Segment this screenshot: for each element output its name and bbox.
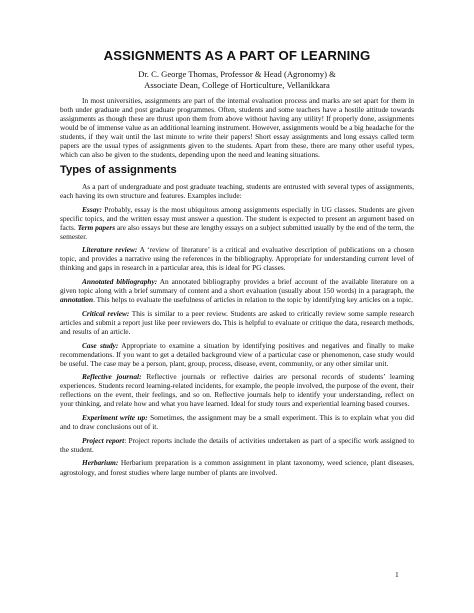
annotated-bibliography-term: Annotated bibliography:: [82, 277, 158, 287]
essay-text-a: Probably, essay is the most ubiquitous among assignments especially in UG classes. Students are given specific topics, and the written essay must answer a question. The student is expected to present an argument based on facts.: [60, 204, 414, 232]
intro-paragraph: In most universities, assignments are part of the internal evaluation process and marks are set apart for them in both under graduate and post graduate programmes. Often, students and some teachers have a hostile attitude towards assignments as though these are thrust upon them from above without having any utility! If properly done, assignments would be of immense value as an additional learning instrument. However, assignments would be a big headache for the students, if they wait until the last minute to write their papers! Short essay assignments and long essays called term papers are the usual types of assignments given to the students. Apart from these, there are many other useful types, which can also be given to the students, depending upon the need and leaning situations.: [60, 96, 414, 160]
literature-review-term: Literature review:: [82, 245, 138, 255]
herbarium-text: Herbarium preparation is a common assignment in plant taxonomy, weed science, plant diseases, agrostology, and forest studies where large number of plants are involved.: [60, 458, 414, 477]
critical-review-text-b: This is helpful to evaluate or critique the data, research methods, and results of an article.: [60, 317, 415, 336]
term-papers-term: Term papers: [77, 222, 116, 232]
reflective-journal-term: Reflective journal:: [82, 372, 142, 382]
annotated-bibliography-text-a: An annotated bibliography provides a brief account of the available literature on a given topic along with a brief summary of content and a short evaluation (usually about 150 words) in a paragraph, the: [60, 277, 414, 296]
critical-review-term: Critical review:: [82, 308, 130, 318]
critical-review-text-a: This is similar to a peer review. Students are asked to critically review some sample research articles and submit a report just like peer reviewers do: [60, 308, 414, 327]
annotated-bibliography-text-b: . This helps to evaluate the usefulness of articles in relation to the topic by identifying key articles on a topic.: [93, 295, 414, 305]
herbarium-paragraph: [60, 458, 414, 476]
project-report-term: Project report: [82, 435, 125, 445]
section-heading: Types of assignments: [60, 163, 177, 176]
case-study-text: Appropriate to examine a situation by identifying positives and negatives and finally to make recommendations. If you want to get a detailed background view of a particular case or phenomenon, case study would be useful. The case may be a person, plant, group, process, disease, event, community, or any other similar unit.: [60, 340, 414, 368]
page-number: 1: [395, 570, 399, 579]
essay-term: Essay:: [82, 204, 102, 214]
essay-text-b: are also essays but these are lengthy essays on a subject submitted usually by the end of the term, the semester.: [60, 222, 414, 241]
author-line-2: Associate Dean, College of Horticulture, Vellanikkara: [144, 80, 330, 90]
document-body: [60, 96, 414, 481]
annotation-term: annotation: [60, 295, 94, 305]
project-report-text: : Project reports include the details of activities undertaken as part of a specific work assigned to the student.: [60, 435, 415, 454]
case-study-term: Case study:: [82, 340, 119, 350]
author-line-1: Dr. C. George Thomas, Professor & Head (Agronomy) &: [138, 69, 336, 79]
section-intro-paragraph: As a part of undergraduate and post graduate teaching, students are entrusted with several types of assignments, each having its own structure and features. Examples include:: [60, 181, 414, 200]
literature-review-text: A ‘review of literature’ is a critical and evaluative description of publications on a chosen topic, and provides a narrative using the references in the bibliography. Appropriate for understanding current level of thinking and gaps in research in a particular area, this is ideal for PG classes.: [60, 245, 414, 273]
reflective-journal-text: Reflective journals or reflective dairies are personal records of students’ learning experiences. Students record learning-related incidents, for example, the people involved, the purpose of the event, their reflections on the event, their feelings, and so on. Reflective journals help to identify your understanding, reflect on your thinking, and relate how and what you have learned. Ideal for study tours and experiential learning based courses.: [60, 372, 414, 409]
annotated-bibliography-paragraph: [60, 277, 414, 304]
author-block: [0, 69, 474, 91]
essay-paragraph: [60, 205, 414, 241]
reflective-journal-paragraph: [60, 372, 414, 408]
critical-review-dot: .: [219, 317, 222, 327]
document-title: ASSIGNMENTS AS A PART OF LEARNING: [103, 48, 371, 63]
case-study-paragraph: [60, 341, 414, 368]
critical-review-paragraph: [60, 309, 414, 336]
herbarium-term: Herbarium:: [82, 458, 119, 468]
experiment-write-up-paragraph: [60, 413, 414, 431]
experiment-write-up-text: Sometimes, the assignment may be a small experiment. This is to explain what you did and to draw conclusions out of it.: [60, 413, 414, 432]
experiment-write-up-term: Experiment write up:: [82, 413, 148, 423]
literature-review-paragraph: [60, 245, 414, 272]
project-report-paragraph: [60, 436, 414, 454]
